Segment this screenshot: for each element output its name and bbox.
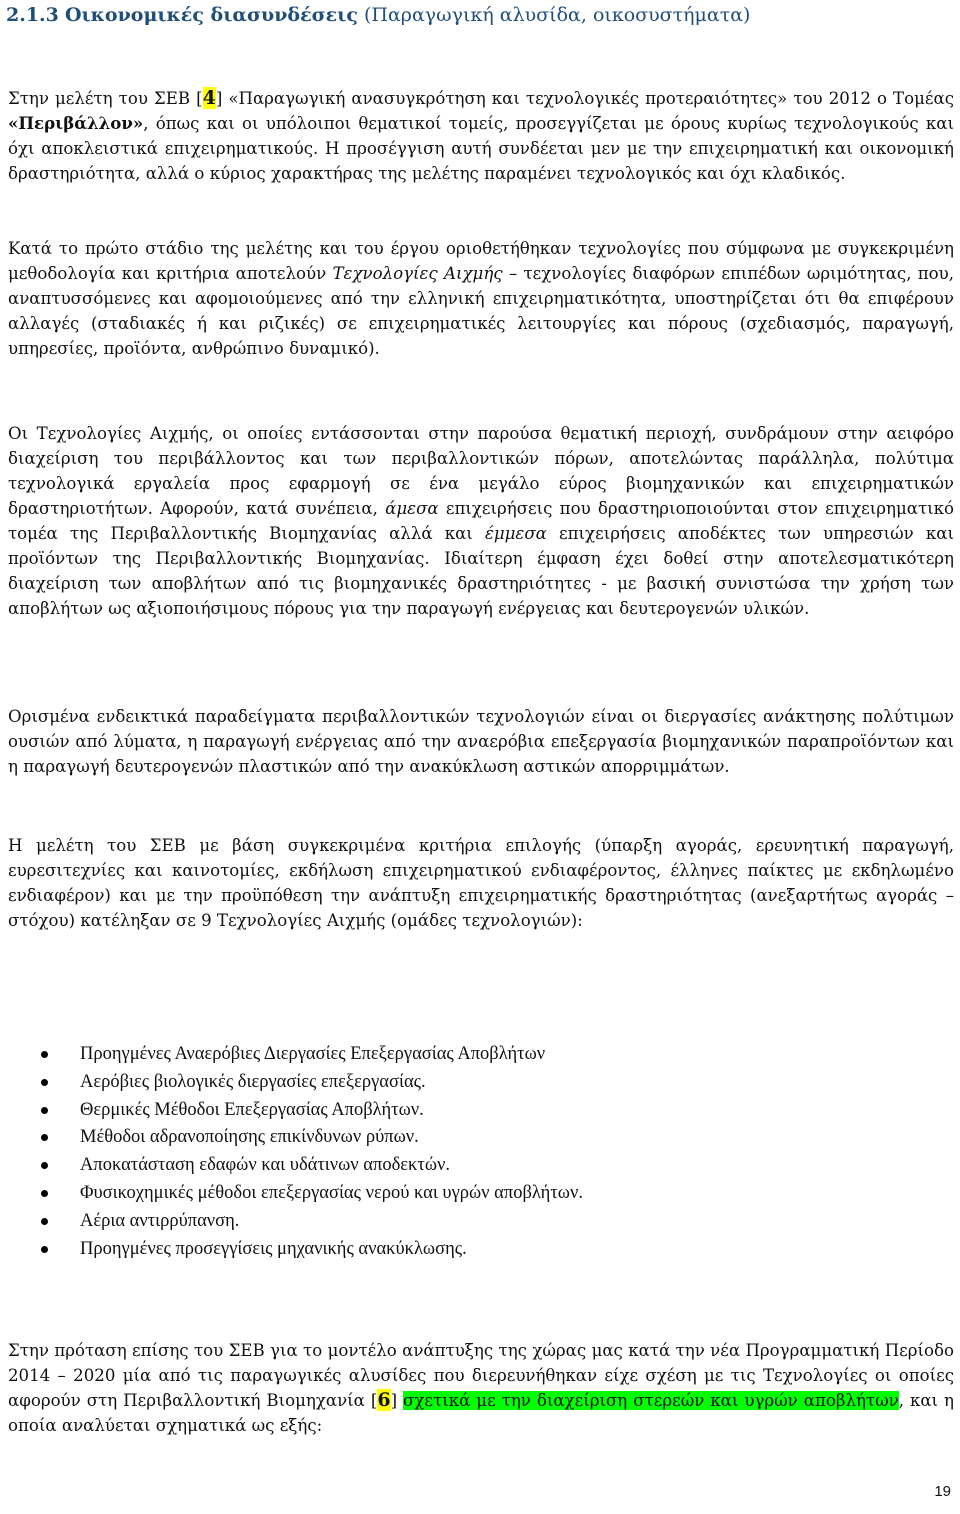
section-title: Οικονομικές διασυνδέσεις [64,4,358,26]
p1-post-ref: ] «Παραγωγική ανασυγκρότηση και τεχνολογικές προτεραιότητες» του 2012 ο Τομέας [215,89,954,108]
list-item-text: Μέθοδοι αδρανοποίησης επικίνδυνων ρύπων. [80,1127,419,1148]
list-item [0,1152,960,1180]
list-item-text: Αερόβιες βιολογικές διεργασίες επεξεργασίας. [80,1071,426,1092]
reference-6-highlighted: 6 [377,1389,391,1411]
p1-rest: , όπως και οι υπόλοιποι θεματικοί τομείς, προσεγγίζεται με όρους κυρίως τεχνολογικούς και όχι αποκλειστικά επιχειρηματικούς. Η προσέγγιση αυτή συνδέεται μεν με την επιχειρηματική και οικονομική δραστηριότητα, αλλά ο κύριος χαρακτήρας της μελέτης παραμένει τεχνολογικός και όχι κλαδικός. [8,114,954,183]
bullet-icon [41,1246,48,1253]
list-item-text: Αέρια αντιρρύπανση. [80,1210,240,1231]
list-item [0,1180,960,1208]
list-item-text: Φυσικοχημικές μέθοδοι επεξεργασίας νερού και υγρών αποβλήτων. [80,1182,583,1203]
paragraph-3 [8,421,954,621]
bullet-icon [41,1079,48,1086]
page-number: 19 [934,1483,951,1500]
reference-4-highlighted: 4 [202,87,216,109]
p6-pre: Στην πρόταση επίσης του ΣΕΒ για το μοντέλο ανάπτυξης της χώρας μας κατά την νέα Προγραμματική Περίοδο 2014 – 2020 μία από τις παραγωγικές αλυσίδες που διερευνήθηκαν είχε σχέση με τις Τεχνολογίες οι οποίες αφορούν στη Περιβαλλοντική Βιομηχανία [ [8,1341,954,1410]
list-item [0,1069,960,1097]
list-item [0,1124,960,1152]
technologies-list [0,1041,960,1263]
list-item-text: Θερμικές Μέθοδοι Επεξεργασίας Αποβλήτων. [80,1099,424,1120]
list-item [0,1236,960,1264]
section-heading [6,4,750,26]
bullet-icon [41,1134,48,1141]
paragraph-4: Ορισμένα ενδεικτικά παραδείγματα περιβαλλοντικών τεχνολογιών είναι οι διεργασίες ανάκτησης πολύτιμων ουσιών από λύματα, η παραγωγή ενέργειας από την αναερόβια επεξεργασία βιομηχανικών παραπροϊόντων και η παραγωγή δευτερογενών πλαστικών από την ανακύκλωση αστικών απορριμμάτων. [8,707,954,776]
p3-italic-indirect: έμμεσα [484,524,547,543]
bullet-icon [41,1107,48,1114]
p3-italic-direct: άμεσα [385,499,439,518]
bullet-icon [41,1218,48,1225]
list-item-text: Προηγμένες προσεγγίσεις μηχανικής ανακύκλωσης. [80,1238,467,1259]
paragraph-6 [8,1338,954,1438]
p3-pre: Οι Τεχνολογίες Αιχμής, οι οποίες εντάσσονται στην παρούσα θεματική περιοχή, συνδράμουν στην αειφόρο διαχείριση του περιβάλλοντος και των περιβαλλοντικών πόρων, αποτελώντας παράλληλα, πολύτιμα τεχνολογικά εργαλεία προς εφαρμογή σε ένα μεγάλο εύρος βιομηχανικών και επιχειρηματικών δραστηριοτήτων. Αφορούν, κατά συνέπεια, [8,424,954,518]
p6-post: , και η οποία αναλύεται σχηματικά ως εξής: [8,1391,954,1435]
bullet-icon [41,1051,48,1058]
section-number: 2.1.3 [6,4,59,26]
list-item [0,1041,960,1069]
list-item-text: Προηγμένες Αναερόβιες Διεργασίες Επεξεργασίας Αποβλήτων [80,1044,546,1064]
list-item [0,1097,960,1125]
p2-pre: Κατά το πρώτο στάδιο της μελέτης και του έργου οριοθετήθηκαν τεχνολογίες που σύμφωνα με συγκεκριμένη μεθοδολογία και κριτήρια αποτελούν [8,239,954,283]
p1-pre-ref: Στην μελέτη του ΣΕΒ [ [8,89,203,108]
bullet-icon [41,1190,48,1197]
p3-post: επιχειρήσεις αποδέκτες των υπηρεσιών και προϊόντων της Περιβαλλοντικής Βιομηχανίας. Ιδιαίτερη έμφαση έχει δοθεί στην αποτελεσματικότερη διαχείριση των αποβλήτων από τις βιομηχανικές δραστηριότητες - με βασική συνιστώσα την χρήση των αποβλήτων ως αξιοποιήσιμους πόρους για την παραγωγή ενέργειας και δευτερογενών υλικών. [8,524,954,618]
list-item [0,1208,960,1236]
p2-italic-term: Τεχνολογίες Αιχμής [332,264,503,283]
paragraph-1 [8,86,954,186]
p6-mid: ] [390,1391,404,1410]
bullet-icon [41,1162,48,1169]
list-item-text: Αποκατάσταση εδαφών και υδάτινων αποδεκτών. [80,1155,450,1176]
section-subtitle: (Παραγωγική αλυσίδα, οικοσυστήματα) [363,4,751,26]
p1-bold-term: «Περιβάλλον» [8,113,144,133]
paragraph-5: Η μελέτη του ΣΕΒ με βάση συγκεκριμένα κριτήρια επιλογής (ύπαρξη αγοράς, ερευνητική παραγωγή, ευρεσιτεχνίες και καινοτομίες, εκδήλωση επιχειρηματικού ενδιαφέροντος, έλληνες παίκτες με εκδηλωμένο ενδιαφέρον) και με την προϋπόθεση την ανάπτυξη επιχειρηματικής δραστηριότητας (ανεξαρτήτως αγοράς – στόχου) κατέληξαν σε 9 Τεχνολογίες Αιχμής (ομάδες τεχνολογιών): [8,836,954,930]
paragraph-2 [8,236,954,361]
p3-mid: επιχειρήσεις που δραστηριοποιούνται στον επιχειρηματικό τομέα της Περιβαλλοντικής Βιομηχανίας αλλά και [8,499,954,543]
p2-post: – τεχνολογίες διαφόρων επιπέδων ωριμότητας, που, αναπτυσσόμενες και αφομοιούμενες από την ελληνική επιχειρηματικότητα, υποστηρίζεται ότι θα επιφέρουν αλλαγές (σταδιακές ή και ριζικές) σε επιχειρηματικές λειτουργίες και πόρους (σχεδιασμός, παραγωγή, υπηρεσίες, προϊόντα, ανθρώπινο δυναμικό). [8,264,955,358]
green-highlighted-text: σχετικά με την διαχείριση στερεών και υγρών αποβλήτων [403,1391,899,1410]
